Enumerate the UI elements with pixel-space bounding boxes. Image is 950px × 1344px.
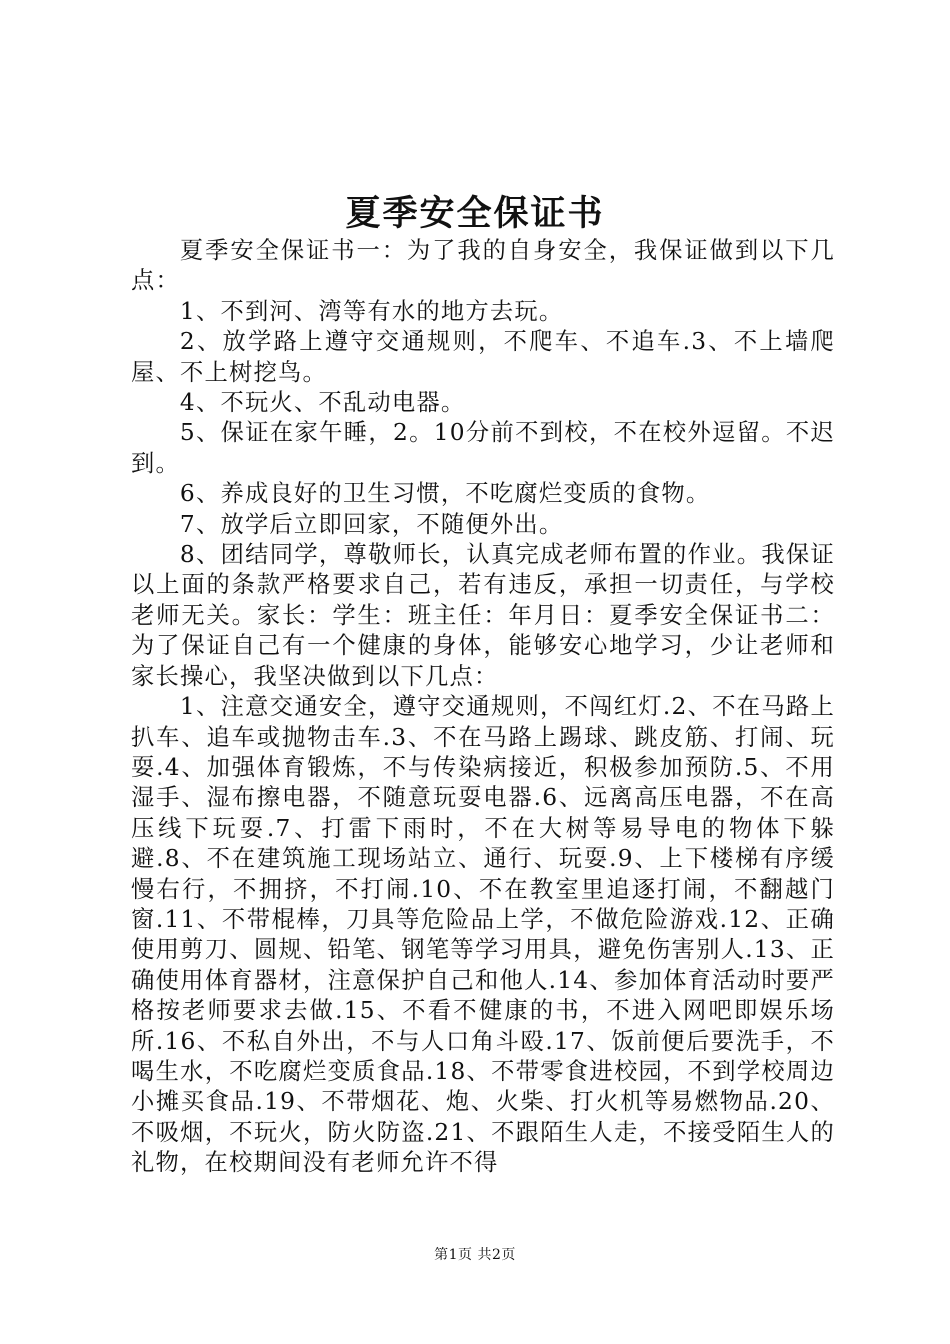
paragraph: 4、不玩火、不乱动电器。 — [179, 389, 466, 417]
paragraph: 6、养成良好的卫生习惯，不吃腐烂变质的食物。 — [179, 480, 711, 508]
paragraph: 7、放学后立即回家，不随便外出。 — [179, 510, 564, 538]
paragraph: 1、注意交通安全，遵守交通规则，不闯红灯.2、不在马路上扒车、追车或抛物击车.3、不在马路上踢球、跳皮筋、打闹、玩耍.4、加强体育锻炼，不与传染病接近，积极参加预防.5、不用湿手、湿布擦电器，不随意玩耍电器.6、远离高压电器，不在高压线下玩耍.7、打雷下雨时，不在大树等易导电的物体下躲避.8、不在建筑施工现场站立、通行、玩耍.9、上下楼梯有序缓慢右行，不拥挤，不打闹.10、不在教室里追逐打闹，不翻越门窗.11、不带棍棒，刀具等危险品上学，不做危险游戏.12、正确使用剪刀、圆规、铅笔、钢笔等学习用具，避免伤害别人.13、正确使用体育器材，注意保护自己和他人.14、参加体育活动时要严格按老师要求去做.15、不看不健康的书，不进入网吧即娱乐场所.16、不私自外出，不与人口角斗殴.17、饭前便后要洗手，不喝生水，不吃腐烂变质食品.18、不带零食进校园，不到学校周边小摊买食品.19、不带烟花、炮、火柴、打火机等易燃物品.20、不吸烟，不玩火，防火防盗.21、不跟陌生人走，不接受陌生人的礼物，在校期间没有老师允许不得 — [131, 693, 835, 1177]
paragraph: 5、保证在家午睡，2。10分前不到校，不在校外逗留。不迟到。 — [131, 419, 835, 477]
document-title: 夏季安全保证书 — [345, 193, 605, 234]
paragraph: 2、放学路上遵守交通规则，不爬车、不追车.3、不上墙爬屋、不上树挖鸟。 — [131, 328, 835, 386]
paragraph: 8、团结同学，尊敬师长，认真完成老师布置的作业。我保证以上面的条款严格要求自己，若有违反，承担一切责任，与学校老师无关。家长：学生：班主任：年月日：夏季安全保证书二：为了保证自己有一个健康的身体，能够安心地学习，少让老师和家长操心，我坚决做到以下几点： — [131, 541, 835, 690]
document-body — [131, 236, 835, 1179]
page-footer: 第1页 共2页 — [434, 1247, 516, 1263]
paragraph: 1、不到河、湾等有水的地方去玩。 — [179, 297, 564, 325]
paragraph: 夏季安全保证书一：为了我的自身安全，我保证做到以下几点： — [131, 237, 835, 295]
